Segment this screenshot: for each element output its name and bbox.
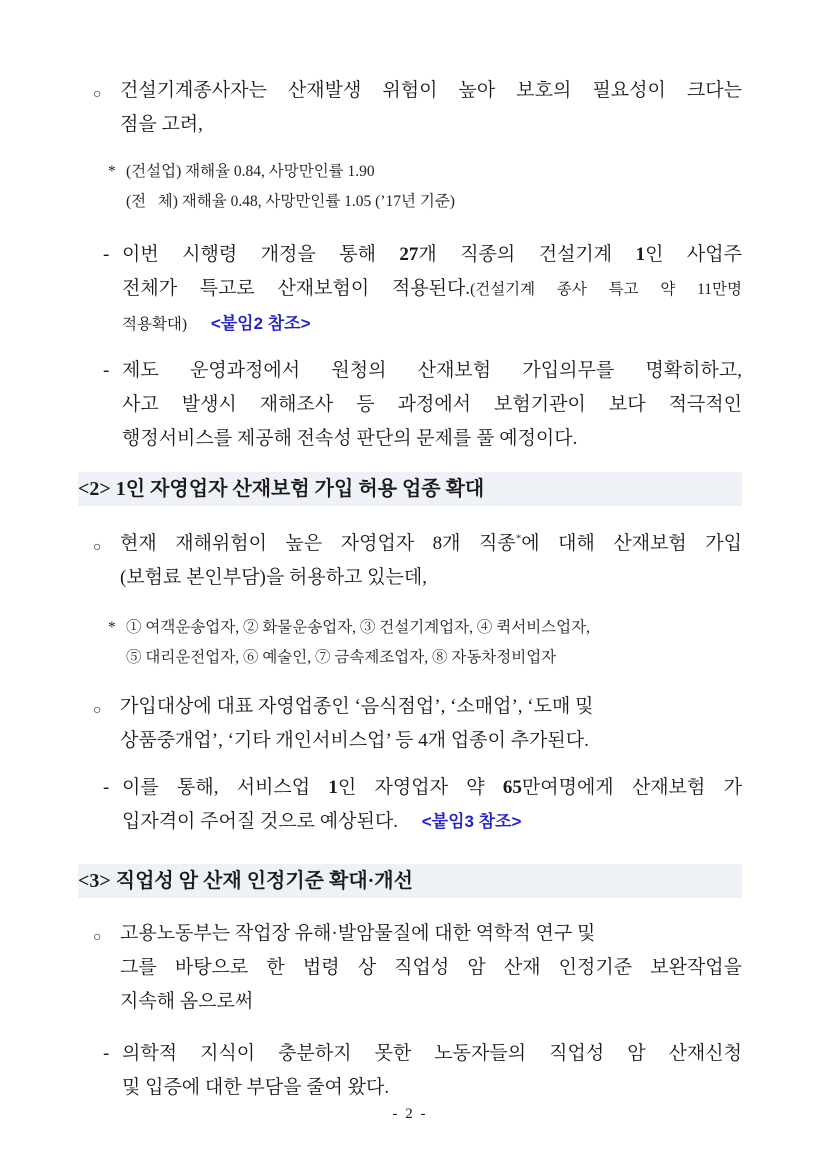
text-segment: ⑤ 대리운전업자, ⑥ 예술인, ⑦ 금속제조업자, ⑧ 자동차정비업자 (126, 649, 557, 666)
text-segment: 의학적 지식이 충분하지 못한 노동자들의 직업성 암 산재신청 (122, 1043, 742, 1064)
text-segment: 사고 발생시 재해조사 등 과정에서 보험기관이 보다 적극적인 (122, 394, 742, 415)
text-line (122, 388, 742, 422)
text-segment (187, 313, 211, 334)
text-line (120, 724, 742, 758)
text-segment (398, 811, 422, 832)
text-line (122, 422, 742, 456)
text-segment: 현재 재해위험이 높은 자영업자 8개 직종 (120, 533, 516, 554)
text-line (122, 272, 742, 307)
text-segment: 및 입증에 대한 부담을 줄여 왔다. (122, 1077, 390, 1098)
text-segment: 이를 통해, 서비스업 (122, 777, 329, 798)
asterisk-marker: * (108, 619, 116, 636)
dash-bullet: - (103, 244, 110, 265)
text-segment: 가입대상에 대표 자영업종인 ‘음식점업’, ‘소매업’, ‘도매 및 (120, 696, 594, 717)
text-line (126, 157, 742, 187)
text-segment: 점을 고려, (120, 114, 203, 135)
text-line (122, 1037, 742, 1071)
text-segment: (건설업) 재해율 0.84, 사망만인률 1.90 (126, 163, 375, 180)
bullet-item-added-industries (78, 690, 742, 758)
text-line (122, 1071, 742, 1105)
dash-bullet: - (103, 360, 110, 381)
asterisk-marker: * (108, 163, 116, 180)
text-line (122, 771, 742, 805)
circle-bullet: ○ (93, 930, 102, 945)
text-segment: 인 자영업자 약 (337, 777, 503, 798)
text-segment: (전 체) 재해율 0.48, 사망만인률 1.05 (’17년 기준) (126, 193, 455, 210)
text-segment: * (515, 532, 522, 545)
bullet-item-current-eight-jobs (78, 527, 742, 595)
section-heading-2: <2> 1인 자영업자 산재보험 가입 허용 업종 확대 (78, 472, 742, 506)
circle-bullet: ○ (93, 540, 102, 555)
circle-bullet: ○ (93, 87, 102, 102)
text-line (120, 561, 742, 595)
text-line (126, 643, 742, 673)
text-line (122, 805, 742, 839)
text-segment: 1 (635, 244, 646, 265)
footnote-accident-rates (78, 157, 742, 217)
dash-item-system-operation (78, 354, 742, 456)
text-segment: 만여명에게 산재보험 가 (521, 777, 742, 798)
text-line (122, 238, 742, 272)
text-line (126, 613, 742, 643)
text-segment: 고용노동부는 작업장 유해·발암물질에 대한 역학적 연구 및 (120, 923, 596, 944)
text-line (122, 354, 742, 388)
bullet-item-construction-workers (78, 74, 742, 142)
text-line (122, 307, 742, 342)
text-segment: 이번 시행령 개정을 통해 (122, 244, 400, 265)
dash-item-service-self-employed (78, 771, 742, 839)
circle-bullet: ○ (93, 703, 102, 718)
text-segment: 개 직종의 건설기계 (418, 244, 636, 265)
attachment-ref-link[interactable]: <붙임3 참조> (421, 812, 522, 831)
attachment-ref-link[interactable]: <붙임2 참조> (210, 314, 311, 333)
text-segment: 지속해 옴으로써 (120, 991, 254, 1012)
section-heading-3: <3> 직업성 암 산재 인정기준 확대·개선 (78, 864, 742, 898)
text-line (120, 985, 742, 1019)
page-number: - 2 - (392, 1106, 428, 1122)
text-segment: 건설기계종사자는 산재발생 위험이 높아 보호의 필요성이 크다는 (120, 80, 742, 101)
text-line (120, 527, 742, 561)
text-line (120, 108, 742, 142)
text-line (120, 74, 742, 108)
bullet-item-moel-research (78, 917, 742, 1019)
text-segment: 전체가 특고로 산재보험이 적용된다. (122, 278, 471, 299)
text-line (126, 187, 742, 217)
text-segment: (보험료 본인부담)을 허용하고 있는데, (120, 567, 427, 588)
text-segment: 입자격이 주어질 것으로 예상된다. (122, 811, 398, 832)
text-line (120, 951, 742, 985)
text-segment: ① 여객운송업자, ② 화물운송업자, ③ 건설기계업자, ④ 퀵서비스업자, (126, 619, 590, 636)
dash-bullet: - (103, 777, 110, 798)
dash-bullet: - (103, 1043, 110, 1064)
text-segment: 제도 운영과정에서 원청의 산재보험 가입의무를 명확히하고, (122, 360, 742, 381)
text-segment: 1 (328, 777, 338, 798)
dash-item-medical-knowledge (78, 1037, 742, 1105)
text-segment: 인 사업주 (645, 244, 742, 265)
text-segment: 27 (399, 244, 419, 265)
text-line (120, 690, 742, 724)
text-segment: 65 (502, 777, 522, 798)
text-segment: 에 대해 산재보험 가입 (521, 533, 743, 554)
text-line (120, 917, 742, 951)
text-segment: (건설기계 종사 특고 약 11만명 (470, 281, 743, 298)
dash-item-decree-amendment (78, 238, 742, 342)
text-segment: 그를 바탕으로 한 법령 상 직업성 암 산재 인정기준 보완작업을 (120, 957, 742, 978)
text-segment: 적용확대) (122, 316, 188, 333)
text-segment: 상품중개업’, ‘기타 개인서비스업’ 등 4개 업종이 추가된다. (120, 730, 589, 751)
text-segment: 행정서비스를 제공해 전속성 판단의 문제를 풀 예정이다. (122, 428, 578, 449)
footnote-eight-job-types (78, 613, 742, 673)
